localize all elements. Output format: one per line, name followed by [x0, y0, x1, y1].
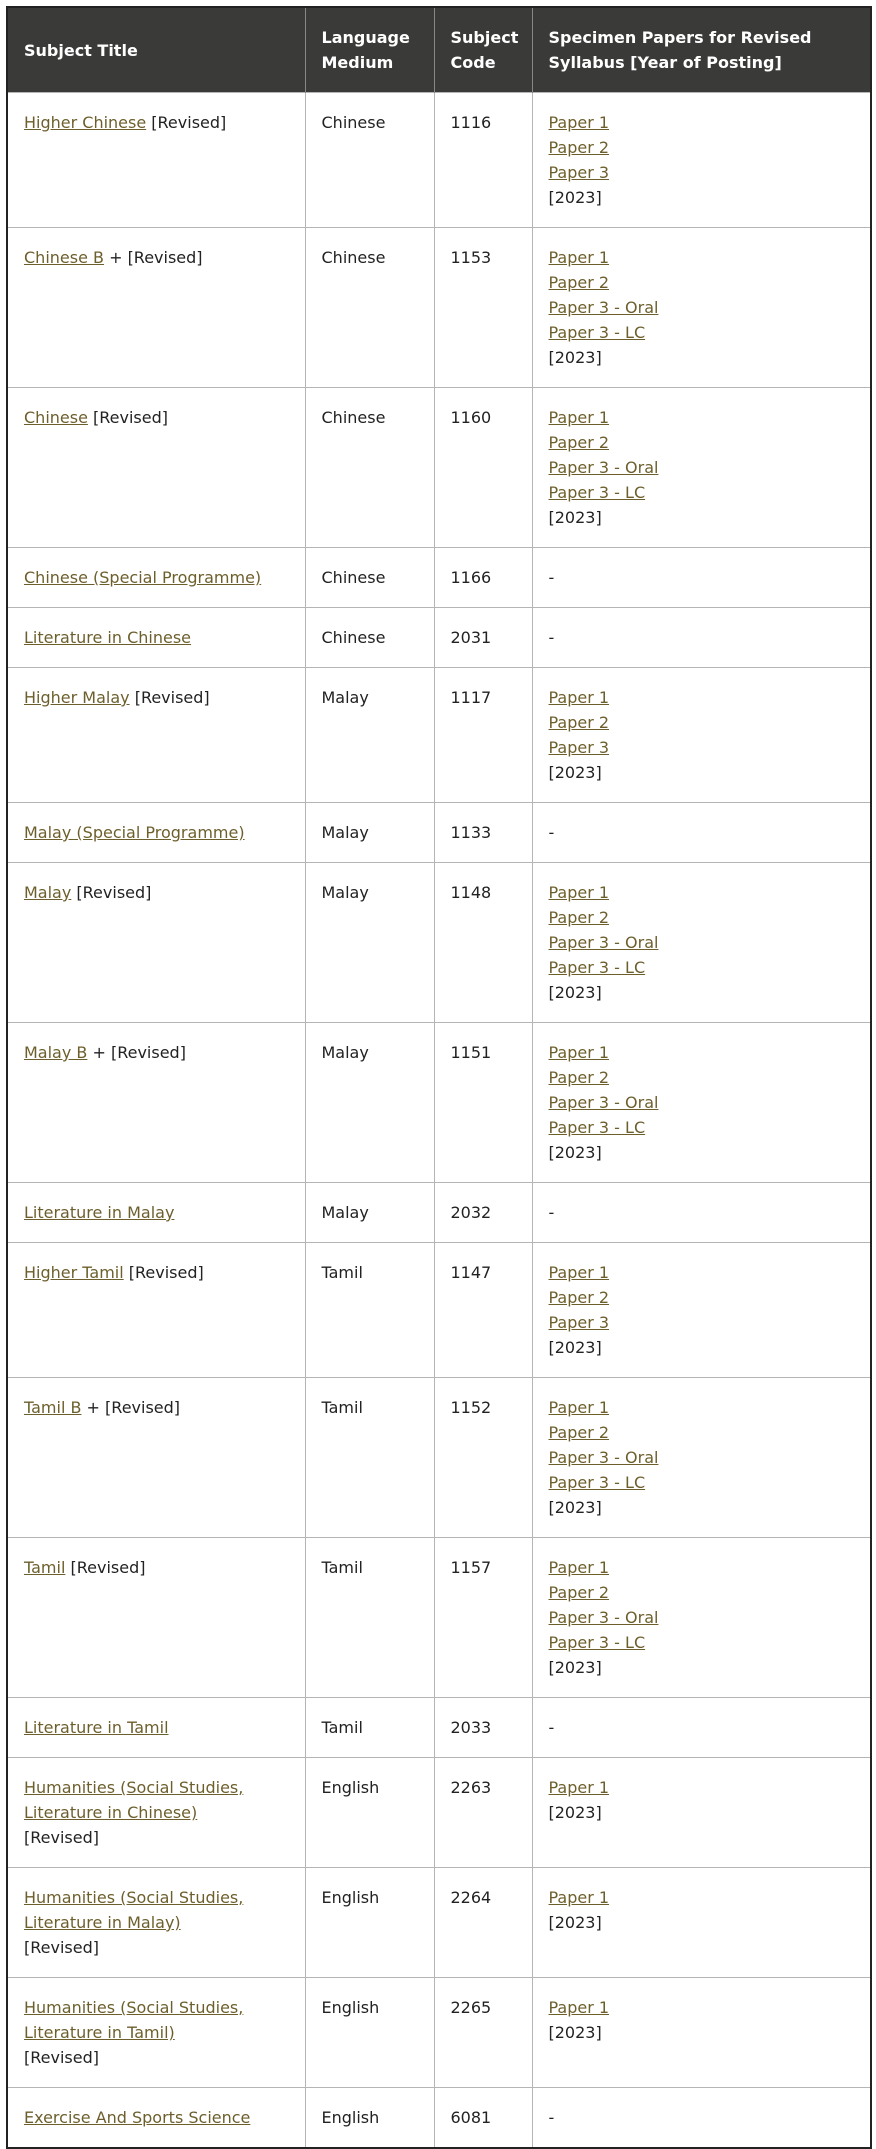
subject-suffix: [Revised] — [146, 113, 227, 132]
paper-link[interactable]: Paper 1 — [548, 1998, 610, 2017]
subject-link[interactable]: Literature in Chinese) — [24, 1803, 198, 1822]
paper-link[interactable]: Paper 3 - LC — [548, 1633, 646, 1652]
subject-suffix: [Revised] — [71, 883, 152, 902]
language-medium-cell: Tamil — [305, 1378, 434, 1538]
paper-link[interactable]: Paper 3 - Oral — [548, 1448, 659, 1467]
paper-link[interactable]: Paper 3 - LC — [548, 958, 646, 977]
specimen-papers-cell — [532, 1243, 871, 1378]
table-row — [7, 1758, 871, 1868]
paper-link[interactable]: Paper 3 - Oral — [548, 1093, 659, 1112]
subject-code-cell: 2264 — [434, 1868, 532, 1978]
paper-link[interactable]: Paper 2 — [548, 1583, 610, 1602]
table-row — [7, 803, 871, 863]
table-row — [7, 1978, 871, 2088]
subject-title-cell — [7, 608, 305, 668]
year-of-posting: [2023] — [548, 188, 602, 207]
year-of-posting: [2023] — [548, 983, 602, 1002]
table-row — [7, 1698, 871, 1758]
specimen-papers-cell — [532, 93, 871, 228]
table-row — [7, 863, 871, 1023]
subject-title-cell — [7, 1378, 305, 1538]
specimen-papers-cell — [532, 1183, 871, 1243]
subject-link[interactable]: Humanities (Social Studies, — [24, 1778, 244, 1797]
subject-link[interactable]: Literature in Chinese — [24, 628, 192, 647]
subject-code-cell: 1157 — [434, 1538, 532, 1698]
specimen-papers-table — [6, 6, 872, 2149]
year-of-posting: [2023] — [548, 508, 602, 527]
paper-link[interactable]: Paper 3 - LC — [548, 1473, 646, 1492]
subject-link[interactable]: Tamil — [24, 1558, 66, 1577]
subject-code-cell: 1133 — [434, 803, 532, 863]
header-subject-code: Subject Code — [434, 7, 532, 93]
year-of-posting: [2023] — [548, 1803, 602, 1822]
table-body — [7, 93, 871, 2149]
subject-code-cell: 1160 — [434, 388, 532, 548]
subject-code-cell: 1166 — [434, 548, 532, 608]
paper-link[interactable]: Paper 3 - LC — [548, 323, 646, 342]
paper-link[interactable]: Paper 3 — [548, 738, 610, 757]
paper-link[interactable]: Paper 3 - Oral — [548, 298, 659, 317]
paper-link[interactable]: Paper 3 — [548, 163, 610, 182]
table-header — [7, 7, 871, 93]
no-papers-dash: - — [548, 823, 555, 842]
language-medium-cell: Malay — [305, 1183, 434, 1243]
paper-link[interactable]: Paper 2 — [548, 1288, 610, 1307]
paper-link[interactable]: Paper 2 — [548, 1423, 610, 1442]
paper-link[interactable]: Paper 2 — [548, 908, 610, 927]
subject-title-cell — [7, 1023, 305, 1183]
subject-code-cell: 6081 — [434, 2088, 532, 2149]
table-row — [7, 1243, 871, 1378]
paper-link[interactable]: Paper 3 - Oral — [548, 1608, 659, 1627]
year-of-posting: [2023] — [548, 1338, 602, 1357]
subject-link[interactable]: Chinese — [24, 408, 88, 427]
specimen-papers-cell — [532, 1978, 871, 2088]
specimen-papers-cell — [532, 1868, 871, 1978]
subject-title-cell — [7, 388, 305, 548]
subject-suffix: [Revised] — [24, 1828, 99, 1847]
no-papers-dash: - — [548, 1718, 555, 1737]
subject-title-cell — [7, 1978, 305, 2088]
subject-title-cell — [7, 548, 305, 608]
paper-link[interactable]: Paper 2 — [548, 433, 610, 452]
header-specimen-papers: Specimen Papers for Revised Syllabus [Year of Posting] — [532, 7, 871, 93]
language-medium-cell: Chinese — [305, 93, 434, 228]
paper-link[interactable]: Paper 3 - LC — [548, 483, 646, 502]
year-of-posting: [2023] — [548, 763, 602, 782]
subject-suffix: + [Revised] — [87, 1043, 186, 1062]
year-of-posting: [2023] — [548, 1913, 602, 1932]
header-language-medium: Language Medium — [305, 7, 434, 93]
subject-link[interactable]: Literature in Malay) — [24, 1913, 181, 1932]
subject-code-cell: 2033 — [434, 1698, 532, 1758]
paper-link[interactable]: Paper 3 — [548, 1313, 610, 1332]
subject-suffix: + [Revised] — [81, 1398, 181, 1417]
subject-suffix: + [Revised] — [103, 248, 203, 267]
table-row — [7, 388, 871, 548]
year-of-posting: [2023] — [548, 1498, 602, 1517]
table-row — [7, 1023, 871, 1183]
paper-link[interactable]: Paper 2 — [548, 138, 610, 157]
language-medium-cell: English — [305, 1978, 434, 2088]
subject-suffix: [Revised] — [87, 408, 168, 427]
subject-link[interactable]: Literature in Tamil — [24, 1718, 169, 1737]
paper-link[interactable]: Paper 1 — [548, 1263, 610, 1282]
subject-code-cell: 1147 — [434, 1243, 532, 1378]
paper-link[interactable]: Paper 1 — [548, 1398, 610, 1417]
language-medium-cell: Malay — [305, 668, 434, 803]
paper-link[interactable]: Paper 2 — [548, 1068, 610, 1087]
subject-suffix: [Revised] — [24, 1938, 99, 1957]
table-row — [7, 93, 871, 228]
table-row — [7, 228, 871, 388]
language-medium-cell: Chinese — [305, 228, 434, 388]
year-of-posting: [2023] — [548, 1143, 602, 1162]
subject-code-cell: 2032 — [434, 1183, 532, 1243]
subject-title-cell — [7, 1758, 305, 1868]
language-medium-cell: English — [305, 1758, 434, 1868]
table-row — [7, 1183, 871, 1243]
year-of-posting: [2023] — [548, 1658, 602, 1677]
subject-link[interactable]: Tamil B — [24, 1398, 82, 1417]
specimen-papers-cell — [532, 1378, 871, 1538]
subject-link[interactable]: Chinese B — [24, 248, 104, 267]
table-row — [7, 668, 871, 803]
specimen-papers-cell — [532, 1023, 871, 1183]
subject-title-cell — [7, 1538, 305, 1698]
subject-link[interactable]: Chinese (Special Programme) — [24, 568, 262, 587]
subject-code-cell: 1117 — [434, 668, 532, 803]
year-of-posting: [2023] — [548, 348, 602, 367]
specimen-papers-cell — [532, 388, 871, 548]
specimen-papers-cell — [532, 668, 871, 803]
subject-link[interactable]: Literature in Malay — [24, 1203, 175, 1222]
paper-link[interactable]: Paper 1 — [548, 1043, 610, 1062]
subject-suffix: [Revised] — [129, 688, 210, 707]
language-medium-cell: Chinese — [305, 548, 434, 608]
subject-code-cell: 2263 — [434, 1758, 532, 1868]
paper-link[interactable]: Paper 2 — [548, 713, 610, 732]
paper-link[interactable]: Paper 1 — [548, 1558, 610, 1577]
paper-link[interactable]: Paper 1 — [548, 1888, 610, 1907]
paper-link[interactable]: Paper 3 - LC — [548, 1118, 646, 1137]
language-medium-cell: Chinese — [305, 608, 434, 668]
specimen-papers-cell — [532, 803, 871, 863]
specimen-papers-cell — [532, 1698, 871, 1758]
paper-link[interactable]: Paper 1 — [548, 688, 610, 707]
language-medium-cell: English — [305, 1868, 434, 1978]
no-papers-dash: - — [548, 628, 555, 647]
table-row — [7, 608, 871, 668]
subject-code-cell: 1148 — [434, 863, 532, 1023]
subject-link[interactable]: Malay (Special Programme) — [24, 823, 245, 842]
subject-title-cell — [7, 1698, 305, 1758]
no-papers-dash: - — [548, 2108, 555, 2127]
subject-link[interactable]: Humanities (Social Studies, — [24, 1998, 244, 2017]
language-medium-cell: Tamil — [305, 1538, 434, 1698]
subject-code-cell: 1151 — [434, 1023, 532, 1183]
specimen-papers-cell — [532, 548, 871, 608]
language-medium-cell: Malay — [305, 1023, 434, 1183]
language-medium-cell: English — [305, 2088, 434, 2149]
paper-link[interactable]: Paper 3 - Oral — [548, 458, 659, 477]
subject-suffix: [Revised] — [65, 1558, 146, 1577]
subject-title-cell — [7, 1183, 305, 1243]
subject-link[interactable]: Malay — [24, 883, 72, 902]
paper-link[interactable]: Paper 1 — [548, 883, 610, 902]
no-papers-dash: - — [548, 1203, 555, 1222]
subject-code-cell: 1153 — [434, 228, 532, 388]
year-of-posting: [2023] — [548, 2023, 602, 2042]
paper-link[interactable]: Paper 1 — [548, 408, 610, 427]
paper-link[interactable]: Paper 1 — [548, 248, 610, 267]
subject-code-cell: 2031 — [434, 608, 532, 668]
subject-title-cell — [7, 863, 305, 1023]
specimen-papers-cell — [532, 608, 871, 668]
subject-title-cell — [7, 1243, 305, 1378]
header-subject-title: Subject Title — [7, 7, 305, 93]
paper-link[interactable]: Paper 1 — [548, 113, 610, 132]
subject-title-cell — [7, 803, 305, 863]
subject-suffix: [Revised] — [24, 2048, 99, 2067]
table-row — [7, 1868, 871, 1978]
subject-link[interactable]: Humanities (Social Studies, — [24, 1888, 244, 1907]
paper-link[interactable]: Paper 3 - Oral — [548, 933, 659, 952]
table-row — [7, 1378, 871, 1538]
language-medium-cell: Chinese — [305, 388, 434, 548]
no-papers-dash: - — [548, 568, 555, 587]
subject-link[interactable]: Higher Malay — [24, 688, 130, 707]
table-row — [7, 1538, 871, 1698]
subject-title-cell — [7, 93, 305, 228]
subject-title-cell — [7, 228, 305, 388]
subject-title-cell — [7, 668, 305, 803]
paper-link[interactable]: Paper 1 — [548, 1778, 610, 1797]
subject-link[interactable]: Literature in Tamil) — [24, 2023, 175, 2042]
subject-link[interactable]: Higher Chinese — [24, 113, 147, 132]
specimen-papers-cell — [532, 1538, 871, 1698]
subject-title-cell — [7, 1868, 305, 1978]
subject-suffix: [Revised] — [123, 1263, 204, 1282]
language-medium-cell: Malay — [305, 803, 434, 863]
subject-link[interactable]: Malay B — [24, 1043, 88, 1062]
subject-link[interactable]: Exercise And Sports Science — [24, 2108, 251, 2127]
table-row — [7, 548, 871, 608]
language-medium-cell: Tamil — [305, 1698, 434, 1758]
paper-link[interactable]: Paper 2 — [548, 273, 610, 292]
language-medium-cell: Malay — [305, 863, 434, 1023]
subject-code-cell: 2265 — [434, 1978, 532, 2088]
subject-code-cell: 1152 — [434, 1378, 532, 1538]
subject-code-cell: 1116 — [434, 93, 532, 228]
subject-link[interactable]: Higher Tamil — [24, 1263, 124, 1282]
specimen-papers-cell — [532, 228, 871, 388]
language-medium-cell: Tamil — [305, 1243, 434, 1378]
specimen-papers-cell — [532, 863, 871, 1023]
specimen-papers-cell — [532, 1758, 871, 1868]
